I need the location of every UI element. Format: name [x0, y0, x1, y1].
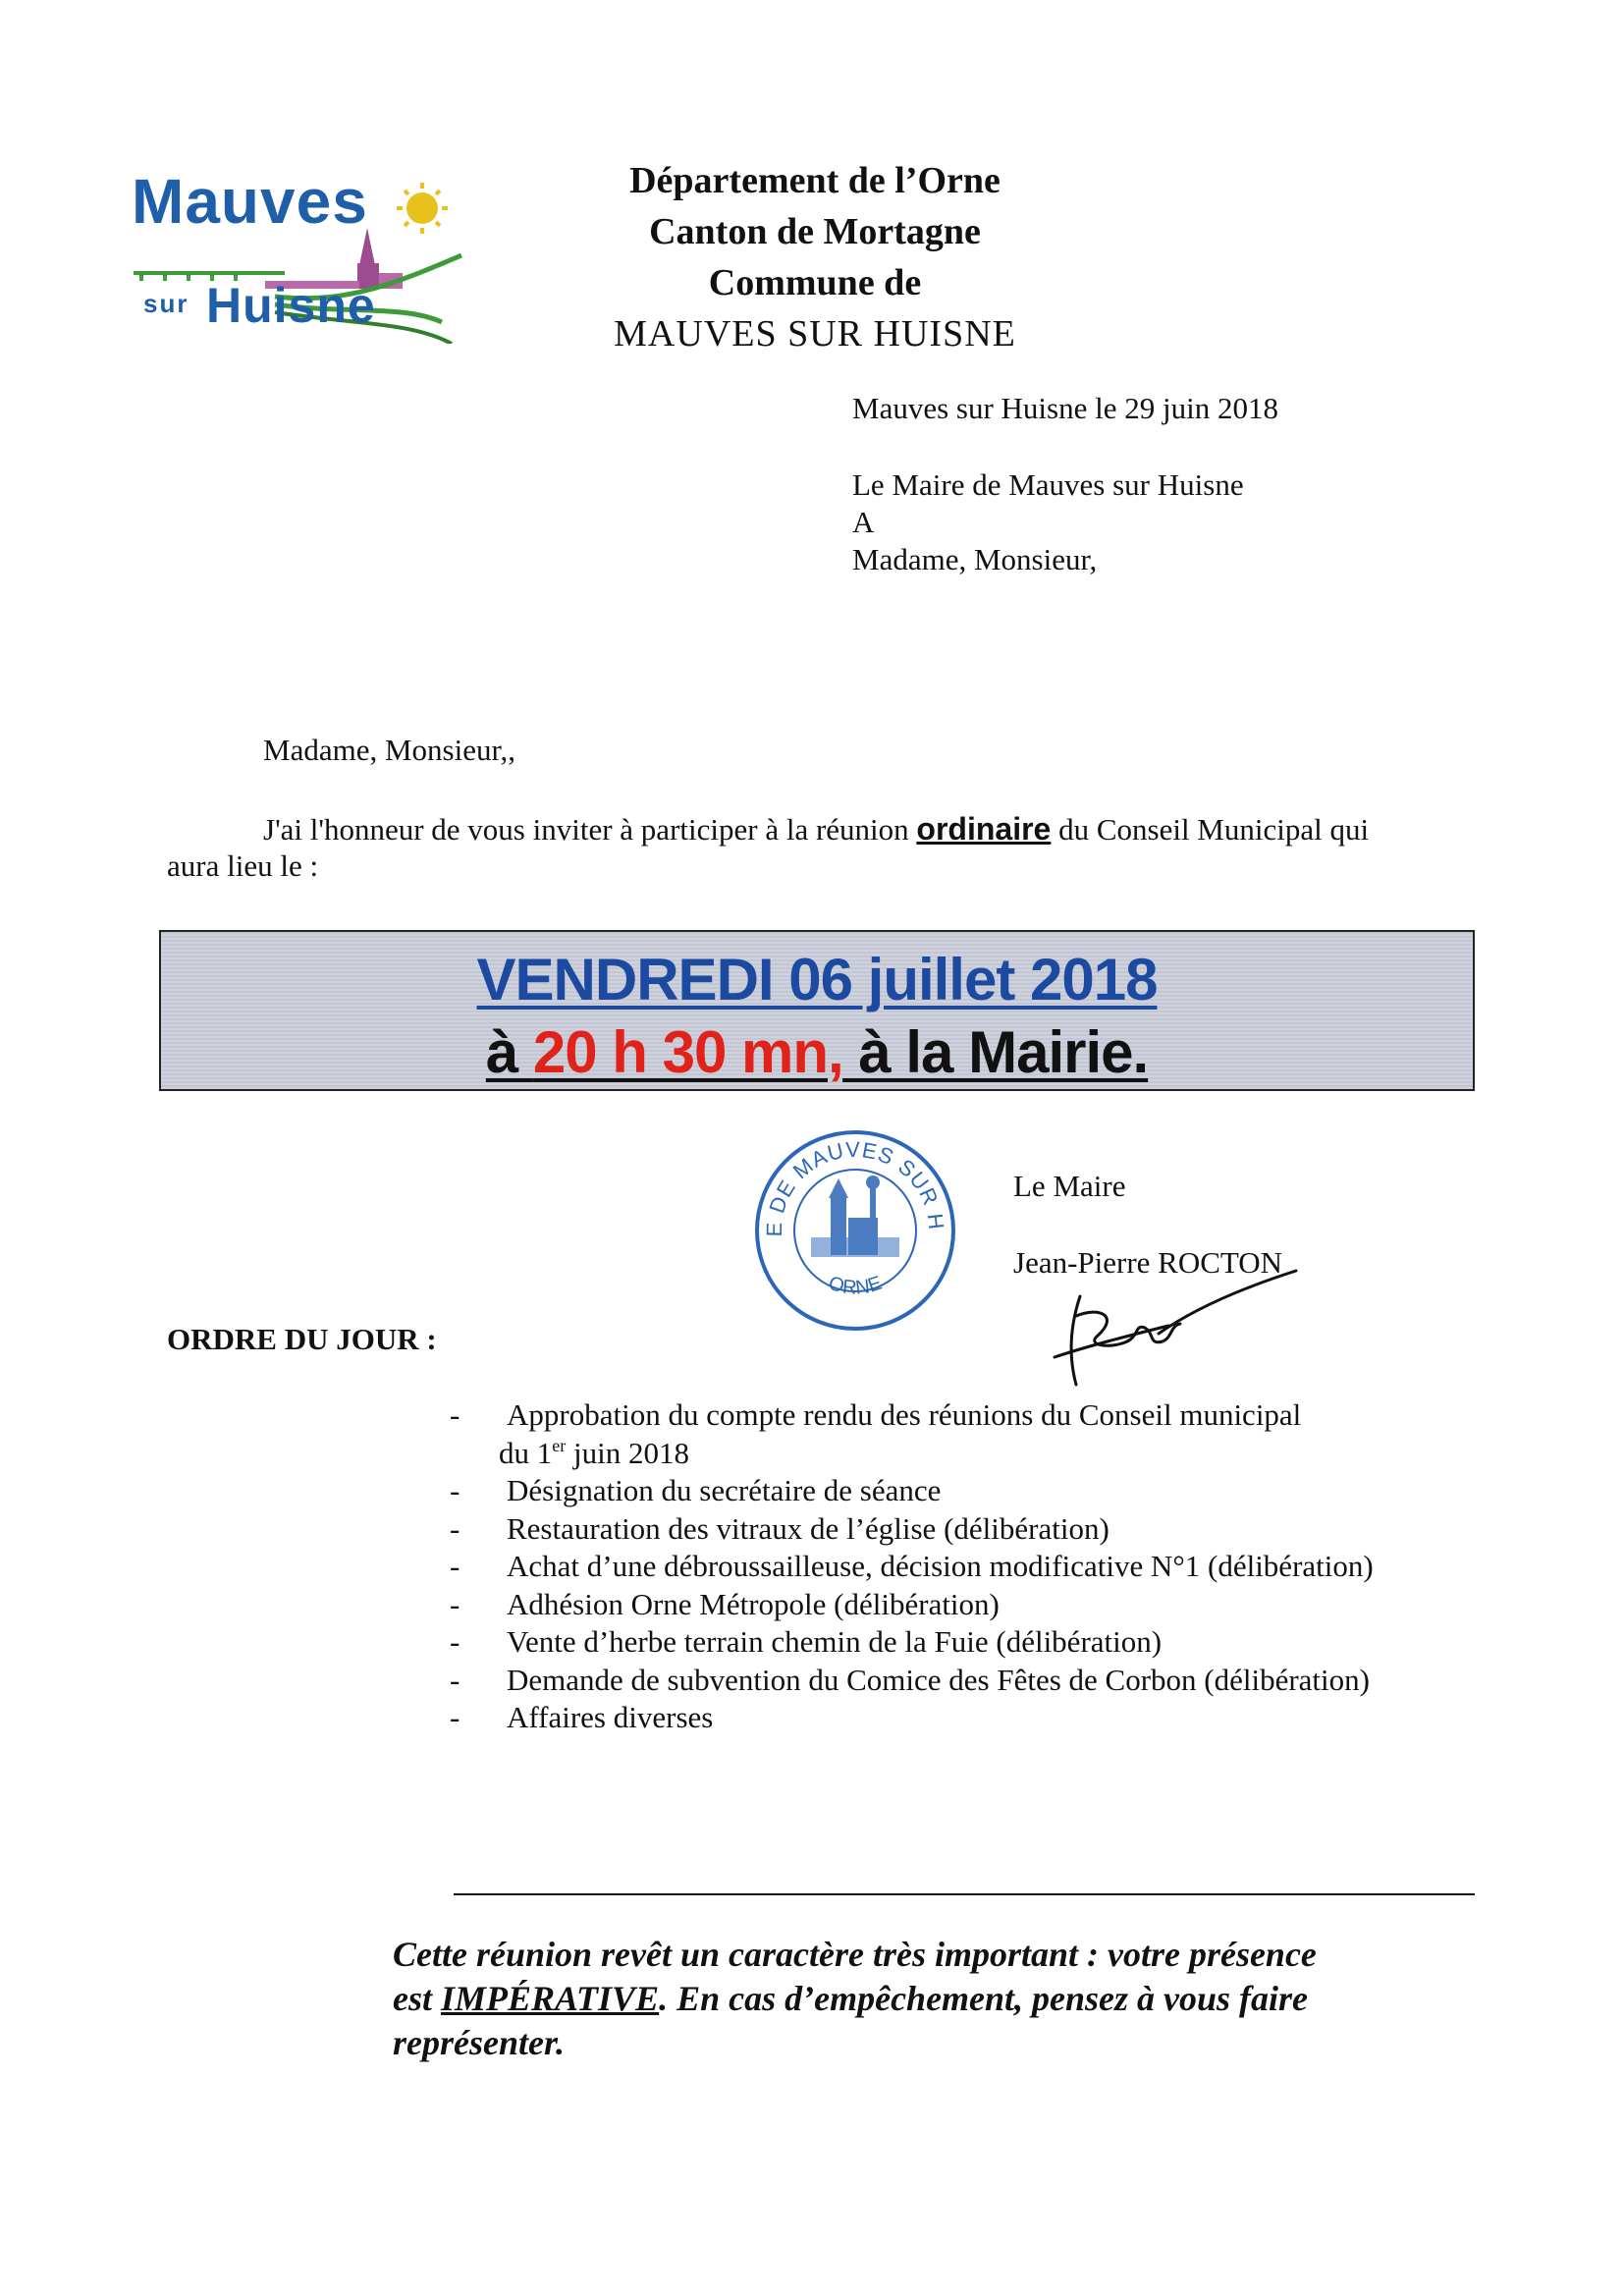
- letterhead: [550, 155, 1080, 359]
- svg-text:ORNE: [826, 1273, 885, 1299]
- header-canton: Canton de Mortagne: [649, 211, 981, 252]
- intro-text-start: J'ai l'honneur de vous inviter à participer à la réunion: [263, 812, 917, 847]
- closing-line2-start: est: [393, 1979, 441, 2018]
- logo-text-huisne: Huisne: [206, 278, 376, 333]
- agenda-item-continuation: [450, 1435, 1374, 1473]
- stamp-ring-top-text: E DE MAUVES SUR H: [761, 1136, 949, 1237]
- closing-line2: [393, 1977, 1492, 2021]
- handwritten-signature: [1051, 1267, 1306, 1394]
- signatory-name: Jean-Pierre ROCTON: [1013, 1245, 1283, 1280]
- agenda-item-dash: -: [450, 1624, 460, 1659]
- closing-line1: Cette réunion revêt un caractère très important : votre présence: [393, 1935, 1317, 1974]
- agenda-heading: ORDRE DU JOUR :: [167, 1322, 437, 1356]
- intro-paragraph: [263, 811, 1369, 847]
- agenda-item-dash: -: [450, 1397, 460, 1432]
- meeting-place: à la Mairie.: [842, 1019, 1149, 1085]
- closing-imperative: IMPÉRATIVE: [441, 1979, 660, 2018]
- meeting-date: VENDREDI 06 juillet 2018: [476, 947, 1158, 1012]
- agenda-item: [450, 1623, 1374, 1662]
- logo-text-mauves: Mauves: [132, 166, 368, 237]
- agenda-item-dash: -: [450, 1662, 460, 1697]
- agenda-item: [450, 1586, 1374, 1624]
- meeting-time: 20 h 30 mn,: [532, 1019, 843, 1085]
- stamp-seal-icon: [752, 1127, 958, 1334]
- agenda-item: [450, 1396, 1374, 1435]
- agenda-item: [450, 1662, 1374, 1700]
- closing-note: [393, 1933, 1492, 2065]
- logo-text-sur: sur: [143, 289, 189, 318]
- agenda-item-text: Achat d’une débroussailleuse, décision modificative N°1 (délibération): [507, 1549, 1374, 1583]
- agenda-item-dash: -: [450, 1510, 460, 1546]
- salutation: Madame, Monsieur,,: [263, 733, 516, 767]
- meeting-time-place: [161, 1018, 1473, 1086]
- agenda-item-text: Désignation du secrétaire de séance: [507, 1473, 942, 1507]
- agenda-item: [450, 1699, 1374, 1737]
- official-stamp: [752, 1127, 958, 1334]
- recipient-a: A: [852, 505, 875, 539]
- sender: Le Maire de Mauves sur Huisne: [852, 467, 1244, 502]
- commune-logo: [128, 157, 481, 344]
- agenda-item-dash: -: [450, 1586, 460, 1621]
- agenda-item-text: Restauration des vitraux de l’église (délibération): [507, 1510, 1109, 1546]
- agenda-item-text: Affaires diverses: [507, 1700, 714, 1734]
- meeting-highlight-box: [159, 930, 1475, 1091]
- agenda-list: [450, 1396, 1374, 1737]
- agenda-item: [450, 1548, 1374, 1586]
- agenda-item-text: Vente d’herbe terrain chemin de la Fuie (délibération): [507, 1624, 1163, 1659]
- agenda-item-dash: -: [450, 1473, 460, 1507]
- closing-line2-end: . En cas d’empêchement, pensez à vous faire: [659, 1979, 1309, 2018]
- meeting-type-ordinaire: ordinaire: [916, 811, 1052, 847]
- meeting-time-prefix: à: [485, 1019, 533, 1085]
- intro-text-end: du Conseil Municipal qui: [1051, 812, 1370, 847]
- stamp-ring-bottom-text: ORNE: [826, 1272, 885, 1299]
- agenda-item-text: Approbation du compte rendu des réunions du Conseil municipal: [507, 1397, 1302, 1432]
- section-divider: [454, 1893, 1475, 1895]
- sun-icon: [397, 183, 448, 234]
- place-date: Mauves sur Huisne le 29 juin 2018: [852, 391, 1278, 425]
- agenda-item: [450, 1510, 1374, 1549]
- agenda-item-date-pre: du 1: [499, 1435, 553, 1470]
- header-commune-label: Commune de: [708, 262, 922, 303]
- header-commune-name: MAUVES SUR HUISNE: [614, 313, 1016, 355]
- agenda-item-dash: -: [450, 1549, 460, 1583]
- agenda-item-dash: -: [450, 1700, 460, 1734]
- signatory-title: Le Maire: [1013, 1169, 1126, 1203]
- intro-line2: aura lieu le :: [167, 848, 319, 883]
- recipient: Madame, Monsieur,: [852, 542, 1098, 576]
- agenda-item-text: Adhésion Orne Métropole (délibération): [507, 1586, 1000, 1621]
- agenda-item: [450, 1472, 1374, 1510]
- header-department: Département de l’Orne: [629, 160, 1001, 201]
- agenda-item-date-post: juin 2018: [566, 1435, 689, 1470]
- agenda-item-text: Demande de subvention du Comice des Fêtes de Corbon (délibération): [507, 1662, 1370, 1697]
- agenda-item-date-sup: er: [552, 1435, 567, 1455]
- closing-line3: représenter.: [393, 2023, 565, 2062]
